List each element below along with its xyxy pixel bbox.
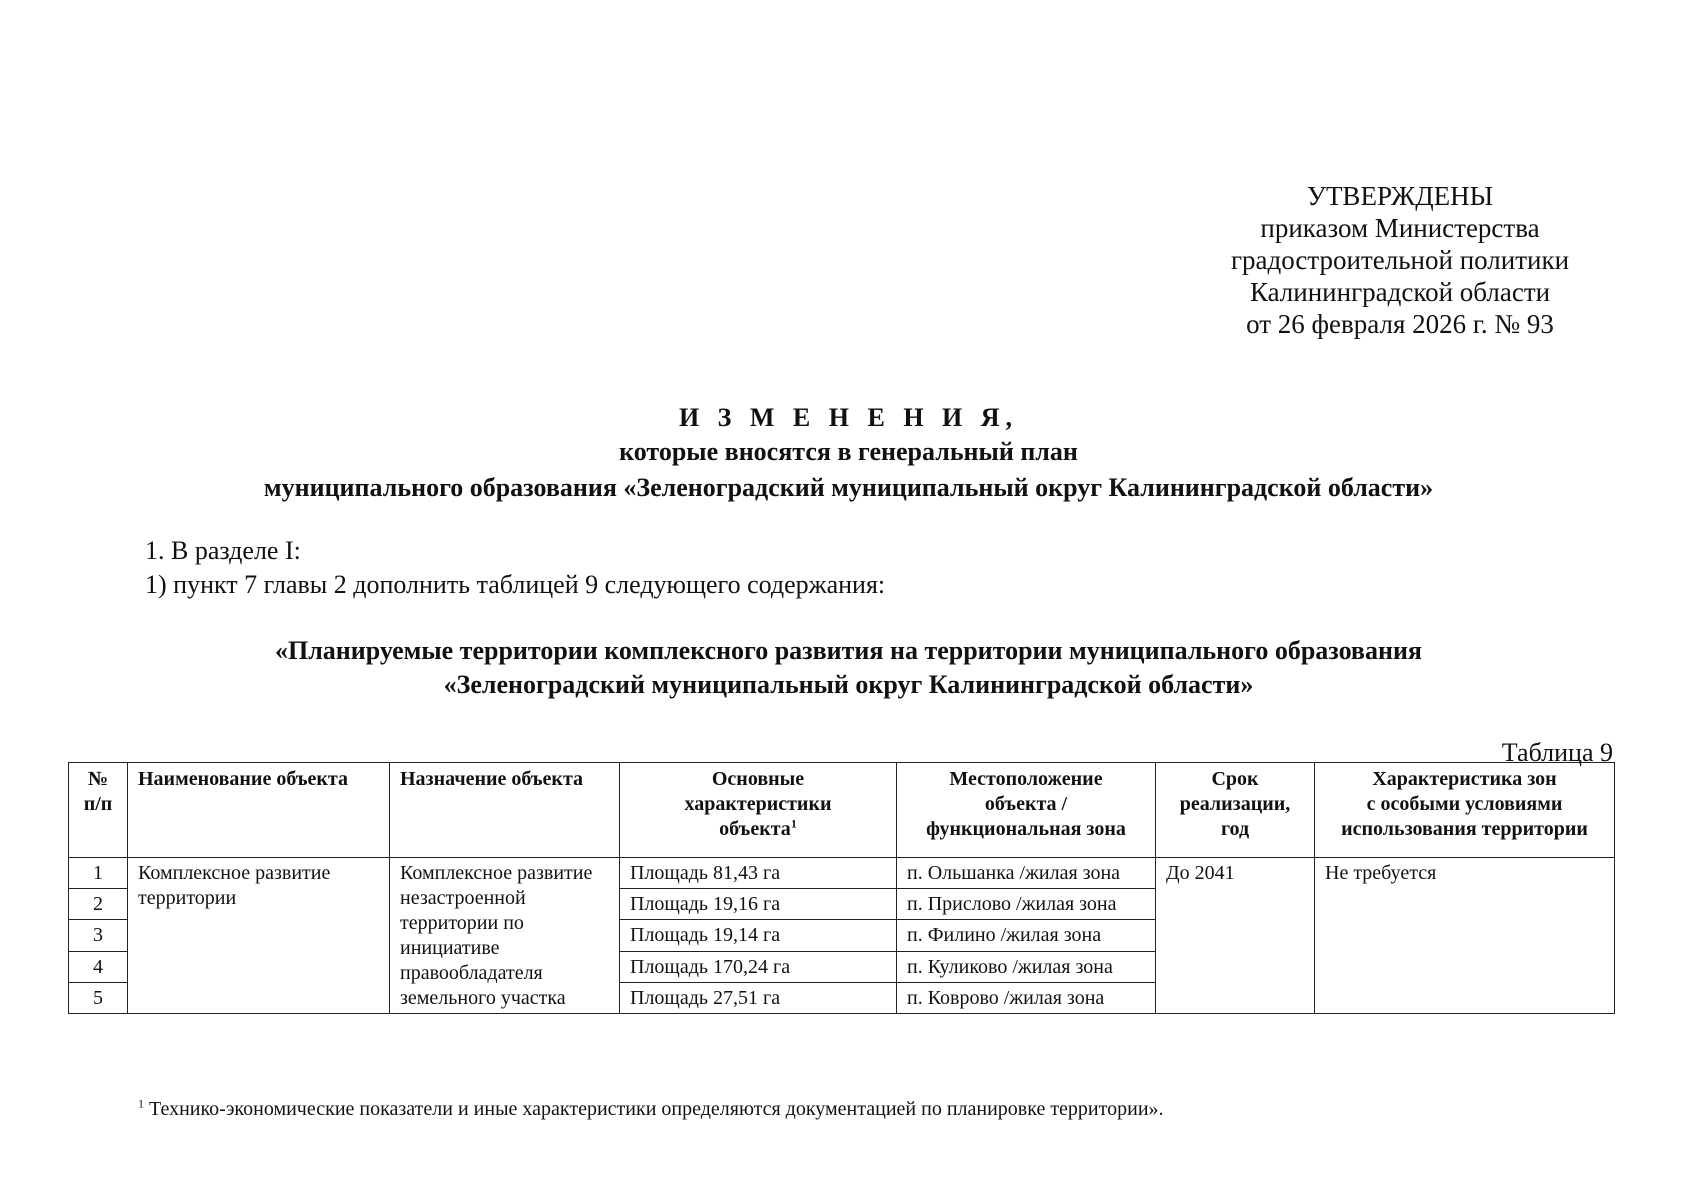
header-name: Наименование объекта bbox=[128, 763, 390, 858]
cell-characteristics: Площадь 170,24 га bbox=[620, 951, 897, 982]
approval-line: градостроительной политики bbox=[1230, 245, 1570, 275]
header-text: использования территории bbox=[1341, 818, 1588, 840]
header-text: Местоположение bbox=[949, 768, 1103, 790]
approval-line: Калининградской области bbox=[1249, 277, 1551, 307]
cell-zones: Не требуется bbox=[1315, 858, 1615, 1014]
header-text: реализации, bbox=[1179, 793, 1291, 815]
header-zones bbox=[1315, 763, 1615, 858]
table-row bbox=[69, 858, 1615, 889]
header-text: Характеристика зон bbox=[1372, 768, 1557, 790]
table-header-row bbox=[69, 763, 1615, 858]
cell-characteristics: Площадь 81,43 га bbox=[620, 858, 897, 889]
footnote-marker: 1 bbox=[138, 1096, 144, 1111]
title-main: И З М Е Н Е Н И Я, bbox=[678, 403, 1019, 432]
cell-characteristics: Площадь 19,16 га bbox=[620, 889, 897, 920]
header-text: п/п bbox=[83, 793, 113, 815]
cell-characteristics: Площадь 27,51 га bbox=[620, 982, 897, 1013]
header-location bbox=[897, 763, 1156, 858]
intro-line: 1) пункт 7 главы 2 дополнить таблицей 9 следующего содержания: bbox=[145, 570, 886, 599]
territories-table bbox=[68, 762, 1615, 1014]
cell-location: п. Прислово /жилая зона bbox=[897, 889, 1156, 920]
title-subtitle: муниципального образования «Зеленоградский муниципальный округ Калининградской области» bbox=[263, 473, 1434, 502]
header-purpose: Назначение объекта bbox=[390, 763, 620, 858]
table-number: Таблица 9 bbox=[1501, 738, 1613, 767]
table-title bbox=[0, 634, 1697, 702]
cell-term: До 2041 bbox=[1156, 858, 1315, 1014]
cell-number: 2 bbox=[69, 889, 128, 920]
header-text: № bbox=[87, 768, 109, 790]
footnote-text: Технико-экономические показатели и иные характеристики определяются документацией по планировке территории». bbox=[144, 1098, 1164, 1120]
title-subtitle: которые вносятся в генеральный план bbox=[619, 437, 1078, 466]
cell-number: 5 bbox=[69, 982, 128, 1013]
header-text: объекта / bbox=[984, 793, 1068, 815]
header-text: функциональная зона bbox=[926, 818, 1126, 840]
cell-number: 1 bbox=[69, 858, 128, 889]
header-text: Основные bbox=[711, 768, 805, 790]
cell-number: 4 bbox=[69, 951, 128, 982]
approval-line: приказом Министерства bbox=[1260, 213, 1540, 243]
document-title bbox=[0, 402, 1697, 506]
cell-name: Комплексное развитие территории bbox=[128, 858, 390, 1014]
header-text: объекта bbox=[719, 818, 791, 840]
header-text: характеристики bbox=[684, 793, 832, 815]
header-term bbox=[1156, 763, 1315, 858]
intro-text bbox=[145, 534, 885, 602]
approval-heading: УТВЕРЖДЕНЫ bbox=[1306, 181, 1494, 211]
cell-number: 3 bbox=[69, 920, 128, 951]
approval-date: от 26 февраля 2026 г. № 93 bbox=[1246, 309, 1554, 339]
footnote bbox=[138, 1098, 1164, 1121]
cell-location: п. Филино /жилая зона bbox=[897, 920, 1156, 951]
cell-location: п. Куликово /жилая зона bbox=[897, 951, 1156, 982]
header-text: Срок bbox=[1211, 768, 1259, 790]
header-text: год bbox=[1220, 818, 1250, 840]
cell-location: п. Ольшанка /жилая зона bbox=[897, 858, 1156, 889]
header-characteristics bbox=[620, 763, 897, 858]
footnote-marker: 1 bbox=[790, 816, 797, 831]
header-text bbox=[630, 817, 886, 842]
approval-stamp bbox=[1185, 180, 1615, 340]
header-number bbox=[69, 763, 128, 858]
header-text: с особыми условиями bbox=[1366, 793, 1563, 815]
table-title-line: «Планируемые территории комплексного развития на территории муниципального образования bbox=[275, 636, 1422, 665]
intro-line: 1. В разделе I: bbox=[145, 536, 301, 565]
cell-location: п. Коврово /жилая зона bbox=[897, 982, 1156, 1013]
cell-purpose: Комплексное развитие незастроенной территории по инициативе правообладателя земельного участка bbox=[390, 858, 620, 1014]
table-title-line: «Зеленоградский муниципальный округ Калининградской области» bbox=[443, 670, 1254, 699]
cell-characteristics: Площадь 19,14 га bbox=[620, 920, 897, 951]
